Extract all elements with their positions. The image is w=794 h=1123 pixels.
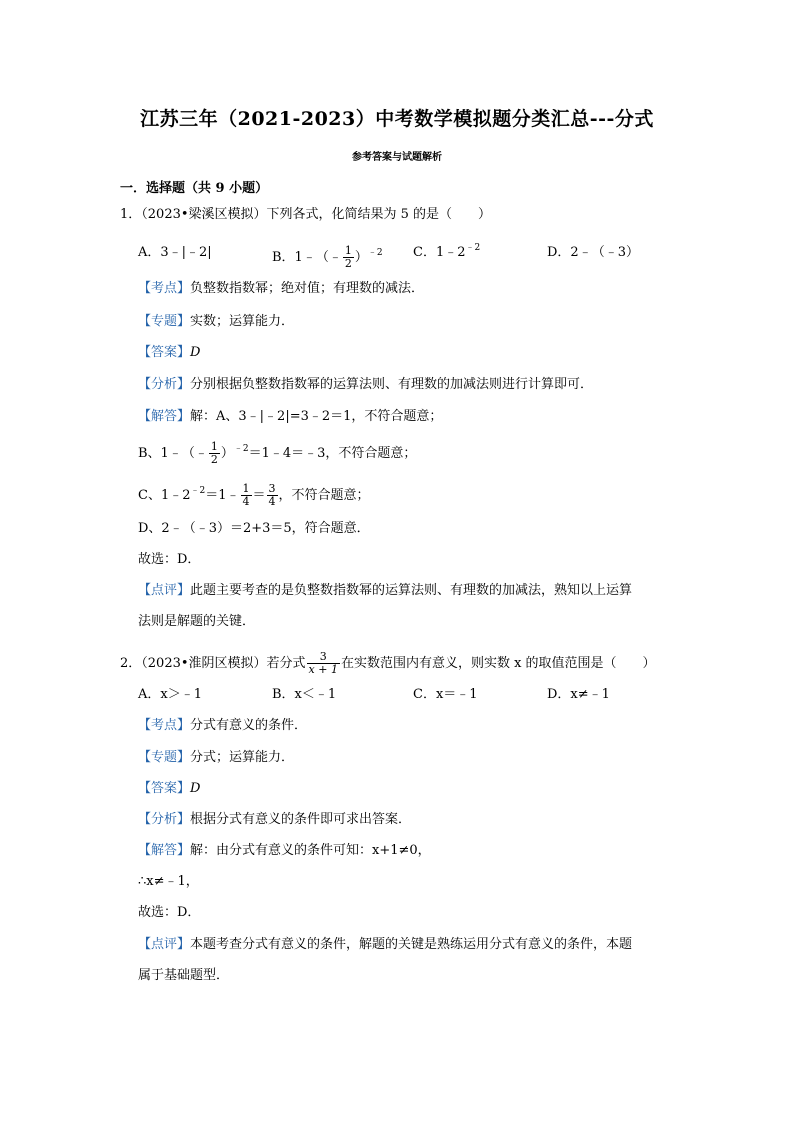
q2-option-d: D．x≠﹣1 bbox=[547, 687, 610, 702]
q2-option-a: A．x＞﹣1 bbox=[138, 687, 202, 702]
q1-option-b bbox=[272, 245, 383, 270]
q1-jieda-b-fraction bbox=[209, 441, 220, 466]
q1-jieda-c-exponent: ﹣2 bbox=[190, 486, 206, 496]
q1-zhuanti-text: 实数；运算能力． bbox=[190, 314, 295, 329]
q1-fenxi-text: 分别根据负整数指数幂的运算法则、有理数的加减法则进行计算即可． bbox=[190, 377, 594, 392]
q1-dianping-text-1: 此题主要考查的是负整数指数幂的运算法则、有理数的加减法，熟知以上运算 bbox=[190, 583, 633, 598]
zhuanti-tag: 【专题】 bbox=[138, 314, 191, 329]
q2-option-b: B．x＜﹣1 bbox=[272, 687, 337, 702]
q1-fenxi bbox=[138, 377, 593, 393]
q1-jieda-b-result: ＝1﹣4＝﹣3，不符合题意； bbox=[248, 446, 417, 461]
dianping-tag: 【点评】 bbox=[138, 937, 191, 952]
q1-option-c-exponent: ﹣2 bbox=[465, 243, 481, 253]
q2-stem bbox=[120, 651, 656, 676]
q1-stem: 1．（2023•梁溪区模拟）下列各式，化简结果为 5 的是（ ） bbox=[120, 207, 492, 222]
q1-jieda-b-exponent: ﹣2 bbox=[233, 444, 249, 454]
q2-option-c: C．x＝﹣1 bbox=[413, 687, 478, 702]
q2-dianping-cont: 属于基础题型． bbox=[138, 968, 230, 983]
q1-option-a: A．3﹣|﹣2| bbox=[138, 245, 212, 260]
q2-jieda bbox=[138, 843, 431, 859]
q2-fenxi-text: 根据分式有意义的条件即可求出答案． bbox=[190, 812, 412, 827]
q1-kaodian-text: 负整数指数幂；绝对值；有理数的减法． bbox=[190, 281, 425, 296]
q1-option-d: D．2﹣（﹣3） bbox=[547, 245, 639, 260]
q1-option-c bbox=[413, 245, 480, 261]
q1-jieda-c-result: ，不符合题意； bbox=[278, 488, 370, 503]
q1-jieda-b-denominator: 2 bbox=[210, 453, 218, 466]
page-title: 江苏三年（2021-2023）中考数学模拟题分类汇总---分式 bbox=[140, 108, 654, 130]
q2-jieda-2: ∴x≠﹣1， bbox=[138, 874, 199, 889]
q1-jieda-a: 解：A、3﹣|﹣2|=3﹣2＝1，不符合题意； bbox=[190, 409, 443, 424]
q2-stem-denominator: x + 1 bbox=[308, 663, 338, 676]
page-subtitle: 参考答案与试题解析 bbox=[352, 152, 442, 163]
q1-jieda-c-den1: 4 bbox=[242, 495, 250, 508]
q1-dianping bbox=[138, 583, 632, 599]
q2-zhuanti-text: 分式；运算能力． bbox=[190, 750, 295, 765]
fenxi-tag: 【分析】 bbox=[138, 812, 191, 827]
q2-jieda-text-1: 解：由分式有意义的条件可知：x+1≠0， bbox=[190, 843, 431, 858]
kaodian-tag: 【考点】 bbox=[138, 281, 191, 296]
q2-stem-suffix: 在实数范围内有意义，则实数 x 的取值范围是（ ） bbox=[340, 656, 656, 671]
q1-option-b-close: ） bbox=[354, 250, 368, 265]
q2-dianping bbox=[138, 937, 632, 953]
q2-dianping-text-1: 本题考查分式有意义的条件，解题的关键是熟练运用分式有意义的条件，本题 bbox=[190, 937, 633, 952]
q1-jieda-c-den2: 4 bbox=[268, 495, 276, 508]
q1-dianping-cont: 法则是解题的关键． bbox=[138, 614, 256, 629]
q1-option-b-numerator: 1 bbox=[344, 244, 352, 257]
fenxi-tag: 【分析】 bbox=[138, 377, 191, 392]
zhuanti-tag: 【专题】 bbox=[138, 750, 191, 765]
q1-option-b-exponent: ﹣2 bbox=[367, 248, 383, 258]
q1-jieda-c-eq1: ＝1﹣ bbox=[205, 488, 240, 503]
q2-kaodian bbox=[138, 718, 307, 734]
q2-guxuan: 故选：D． bbox=[138, 905, 201, 920]
q2-zhuanti bbox=[138, 750, 294, 766]
q1-guxuan: 故选：D． bbox=[138, 552, 201, 567]
q2-answer-value: D bbox=[190, 781, 201, 796]
jieda-tag: 【解答】 bbox=[138, 409, 191, 424]
q1-jieda-b-close: ） bbox=[220, 446, 234, 461]
q1-jieda-c-fraction-1 bbox=[241, 483, 252, 508]
q1-jieda-c-fraction-2 bbox=[267, 483, 278, 508]
q1-jieda-c bbox=[138, 483, 370, 508]
q1-option-b-denominator: 2 bbox=[344, 257, 352, 270]
q2-fenxi bbox=[138, 812, 411, 828]
q2-answer bbox=[138, 781, 200, 797]
q1-jieda-b bbox=[138, 441, 416, 466]
q2-stem-prefix: 2．（2023•淮阴区模拟）若分式 bbox=[120, 656, 306, 671]
answer-tag: 【答案】 bbox=[138, 781, 191, 796]
q2-stem-numerator: 3 bbox=[307, 651, 340, 664]
q1-answer-value: D bbox=[190, 345, 201, 360]
q1-jieda-c-base: C、1﹣2 bbox=[138, 488, 191, 503]
q2-kaodian-text: 分式有意义的条件． bbox=[190, 718, 308, 733]
q1-option-b-fraction bbox=[343, 245, 354, 270]
q1-option-b-prefix: B．1﹣（﹣ bbox=[272, 250, 342, 265]
dianping-tag: 【点评】 bbox=[138, 583, 191, 598]
q1-jieda bbox=[138, 409, 442, 425]
q1-jieda-c-eq2: ＝ bbox=[252, 488, 266, 503]
q1-option-c-base: C．1﹣2 bbox=[413, 245, 466, 260]
q1-jieda-d: D、2﹣（﹣3）＝2+3＝5，符合题意． bbox=[138, 521, 370, 536]
q1-answer bbox=[138, 345, 200, 361]
kaodian-tag: 【考点】 bbox=[138, 718, 191, 733]
q1-jieda-b-numerator: 1 bbox=[210, 440, 218, 453]
q1-zhuanti bbox=[138, 314, 294, 330]
answer-tag: 【答案】 bbox=[138, 345, 191, 360]
jieda-tag: 【解答】 bbox=[138, 843, 191, 858]
q1-jieda-c-num2: 3 bbox=[268, 482, 276, 495]
section-heading: 一．选择题（共 9 小题） bbox=[120, 181, 269, 196]
q1-jieda-c-num1: 1 bbox=[242, 482, 250, 495]
q1-jieda-b-prefix: B、1﹣（﹣ bbox=[138, 446, 208, 461]
q2-stem-fraction bbox=[307, 651, 340, 676]
q1-kaodian bbox=[138, 281, 424, 297]
